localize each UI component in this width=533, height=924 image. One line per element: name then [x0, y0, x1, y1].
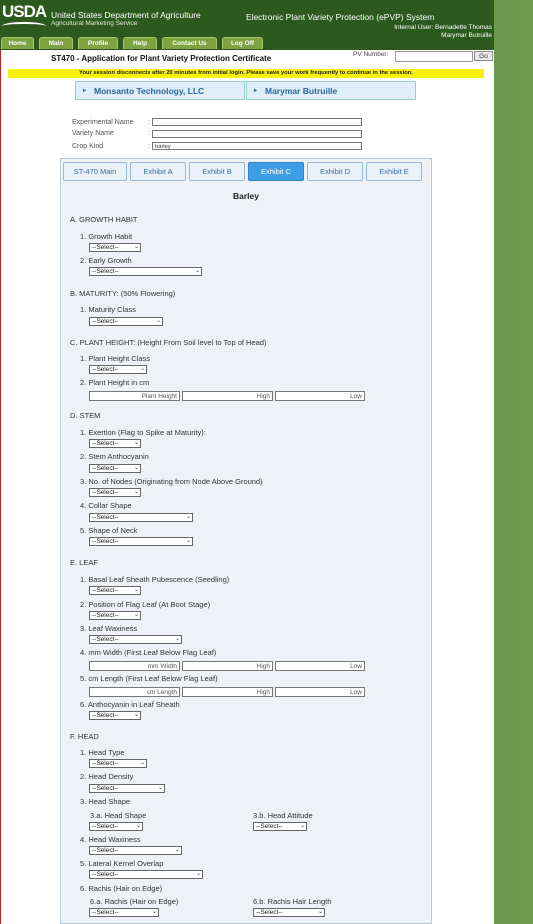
section-growth-habit: A. GROWTH HABIT: [70, 215, 138, 224]
head-waxiness-label: 4. Head Waxiness: [80, 835, 141, 844]
leaf-waxiness-select[interactable]: --Select-- ⌄: [89, 635, 182, 644]
head-attitude-label: 3.b. Head Attitude: [253, 811, 313, 820]
head-density-label: 2. Head Density: [80, 772, 134, 781]
service-name: Agricultural Marketing Service: [51, 20, 138, 27]
early-growth-label: 2. Early Growth: [80, 256, 132, 265]
head-type-select[interactable]: --Select-- ⌄: [89, 759, 147, 768]
chevron-down-icon: ⌄: [139, 366, 145, 372]
nav-home[interactable]: Home: [1, 37, 34, 49]
chevron-down-icon: ⌄: [139, 760, 145, 766]
head-shape-select[interactable]: --Select-- ⌄: [89, 822, 143, 831]
pv-number-input[interactable]: [395, 51, 473, 62]
plant-height-class-select[interactable]: --Select-- ⌄: [89, 365, 147, 374]
leaf-length-input[interactable]: cm Length: [89, 687, 180, 697]
contact-button[interactable]: ▸ Marymar Butruille: [246, 81, 416, 100]
nav-main[interactable]: Main: [39, 37, 73, 49]
leaf-length-low-input[interactable]: Low: [275, 687, 365, 697]
plant-height-low-input[interactable]: Low: [275, 391, 365, 401]
exertion-select[interactable]: --Select-- ⌄: [89, 439, 141, 448]
exertion-label: 1. Exertion (Flag to Spike at Maturity):: [80, 428, 206, 437]
stem-anthocyanin-select[interactable]: --Select-- ⌄: [89, 464, 141, 473]
head-type-label: 1. Head Type: [80, 748, 125, 757]
leaf-length-high-input[interactable]: High: [182, 687, 273, 697]
flag-leaf-position-label: 2. Position of Flag Leaf (At Boot Stage): [80, 600, 211, 609]
variety-name-input[interactable]: [152, 130, 362, 138]
chevron-down-icon: ⌄: [133, 587, 139, 593]
chevron-down-icon: ⌄: [133, 712, 139, 718]
early-growth-select[interactable]: --Select-- ⌄: [89, 267, 202, 276]
collar-shape-label: 4. Collar Shape: [80, 501, 132, 510]
maturity-class-label: 1. Maturity Class: [80, 305, 136, 314]
nav-help[interactable]: Help: [123, 37, 157, 49]
chevron-down-icon: ⌄: [133, 489, 139, 495]
leaf-waxiness-label: 3. Leaf Waxiness: [80, 624, 138, 633]
rachis-label: 6. Rachis (Hair on Edge): [80, 884, 163, 893]
go-button[interactable]: Go: [474, 51, 493, 61]
chevron-down-icon: ⌄: [185, 514, 191, 520]
basal-sheath-select[interactable]: --Select-- ⌄: [89, 586, 141, 595]
chevron-down-icon: ⌄: [135, 823, 141, 829]
chevron-down-icon: ⌄: [174, 636, 180, 642]
collar-shape-select[interactable]: --Select-- ⌄: [89, 513, 193, 522]
triangle-right-icon: ▸: [254, 88, 258, 94]
chevron-down-icon: ⌄: [174, 847, 180, 853]
site-header: [0, 0, 494, 50]
chevron-down-icon: ⌄: [317, 909, 323, 915]
current-company: Marymar Butruille: [441, 32, 492, 39]
triangle-right-icon: ▸: [83, 88, 87, 94]
head-density-select[interactable]: --Select-- ⌄: [89, 784, 165, 793]
rachis-hair-edge-select[interactable]: --Select-- ⌄: [89, 908, 159, 917]
tab-exhibit-c[interactable]: Exhibit C: [248, 162, 304, 181]
experimental-name-input[interactable]: [152, 118, 362, 126]
basal-sheath-label: 1. Basal Leaf Sheath Pubescence (Seedling): [80, 575, 230, 584]
plant-height-input[interactable]: Plant Height: [89, 391, 180, 401]
growth-habit-select[interactable]: --Select-- ⌄: [89, 243, 141, 252]
system-name: Electronic Plant Variety Protection (ePVP) System: [246, 12, 435, 22]
chevron-down-icon: ⌄: [133, 440, 139, 446]
chevron-down-icon: ⌄: [185, 538, 191, 544]
session-warning: Your session disconnects after 20 minutes from initial login. Please save your work frequently to continue in the session.: [8, 69, 484, 78]
leaf-width-low-input[interactable]: Low: [275, 661, 365, 671]
section-maturity: B. MATURITY: (50% Flowering): [70, 289, 176, 298]
flag-leaf-position-select[interactable]: --Select-- ⌄: [89, 611, 141, 620]
chevron-down-icon: ⌄: [133, 612, 139, 618]
chevron-down-icon: ⌄: [133, 465, 139, 471]
crop-kind-input[interactable]: barley: [152, 142, 362, 150]
leaf-sheath-anthocyanin-select[interactable]: --Select-- ⌄: [89, 711, 141, 720]
leaf-width-high-input[interactable]: High: [182, 661, 273, 671]
pv-number-label: PV Number:: [353, 51, 389, 58]
tab-exhibit-a[interactable]: Exhibit A: [130, 162, 186, 181]
plant-height-cm-label: 2. Plant Height in cm: [80, 378, 150, 387]
chevron-down-icon: ⌄: [194, 268, 200, 274]
current-user: Internal User: Bernadette Thomas: [394, 24, 492, 31]
department-name: United States Department of Agriculture: [51, 10, 201, 20]
leaf-width-input[interactable]: mm Width: [89, 661, 180, 671]
nodes-label: 3. No. of Nodes (Originating from Node Above Ground): [80, 477, 263, 486]
chevron-down-icon: ⌄: [195, 871, 201, 877]
nav-contact-us[interactable]: Contact Us: [162, 37, 217, 49]
section-head: F. HEAD: [70, 732, 99, 741]
chevron-down-icon: ⌄: [299, 823, 305, 829]
experimental-name-label: Experimental Name: [72, 119, 134, 126]
chevron-down-icon: ⌄: [157, 785, 163, 791]
plant-height-class-label: 1. Plant Height Class: [80, 354, 151, 363]
kernel-overlap-select[interactable]: --Select-- ⌄: [89, 870, 203, 879]
rachis-hair-edge-label: 6.a. Rachis (Hair on Edge): [90, 897, 179, 906]
variety-name-label: Variety Name: [72, 130, 114, 137]
tab-exhibit-d[interactable]: Exhibit D: [307, 162, 363, 181]
rachis-hair-length-label: 6.b. Rachis Hair Length: [253, 897, 332, 906]
section-leaf: E. LEAF: [70, 558, 98, 567]
chevron-down-icon: ⌄: [151, 909, 157, 915]
page-title: ST470 - Application for Plant Variety Protection Certificate: [51, 54, 272, 63]
tab-st470-main[interactable]: ST-470 Main: [63, 162, 127, 181]
head-attitude-select[interactable]: --Select-- ⌄: [253, 822, 307, 831]
neck-shape-label: 5. Shape of Neck: [80, 526, 138, 535]
stem-anthocyanin-label: 2. Stem Anthocyanin: [80, 452, 149, 461]
chevron-down-icon: ⌄: [133, 244, 139, 250]
maturity-class-select[interactable]: --Select-- ⌄: [89, 317, 163, 326]
section-stem: D. STEM: [70, 411, 101, 420]
plant-height-high-input[interactable]: High: [182, 391, 273, 401]
tab-exhibit-b[interactable]: Exhibit B: [189, 162, 245, 181]
crop-kind-label: Crop Kind: [72, 143, 104, 150]
chevron-down-icon: ⌄: [155, 318, 161, 324]
head-shape-label: 3. Head Shape: [80, 797, 131, 806]
section-plant-height: C. PLANT HEIGHT: (Height From Soil level to Top of Head): [70, 338, 267, 347]
nav-profile[interactable]: Profile: [78, 37, 118, 49]
leaf-width-label: 4. mm Width (First Leaf Below Flag Leaf): [80, 648, 217, 657]
nav-log-off[interactable]: Log Off: [222, 37, 263, 49]
leaf-sheath-anthocyanin-label: 6. Anthocyanin in Leaf Sheath: [80, 700, 180, 709]
nodes-select[interactable]: --Select-- ⌄: [89, 488, 141, 497]
kernel-overlap-label: 5. Lateral Kernel Overlap: [80, 859, 164, 868]
usda-logo: USDA: [2, 2, 46, 32]
tab-exhibit-e[interactable]: Exhibit E: [366, 162, 422, 181]
leaf-length-label: 5. cm Length (First Leaf Below Flag Leaf): [80, 674, 218, 683]
neck-shape-select[interactable]: --Select-- ⌄: [89, 537, 193, 546]
main-nav: [0, 37, 494, 49]
head-waxiness-select[interactable]: --Select-- ⌄: [89, 846, 182, 855]
left-border: [0, 0, 1, 924]
rachis-hair-length-select[interactable]: --Select-- ⌄: [253, 908, 325, 917]
applicant-button[interactable]: ▸ Monsanto Technology, LLC: [75, 81, 245, 100]
crop-heading: Barley: [233, 191, 259, 201]
growth-habit-label: 1. Growth Habit: [80, 232, 133, 241]
head-shape-sub-label: 3.a. Head Shape: [90, 811, 147, 820]
